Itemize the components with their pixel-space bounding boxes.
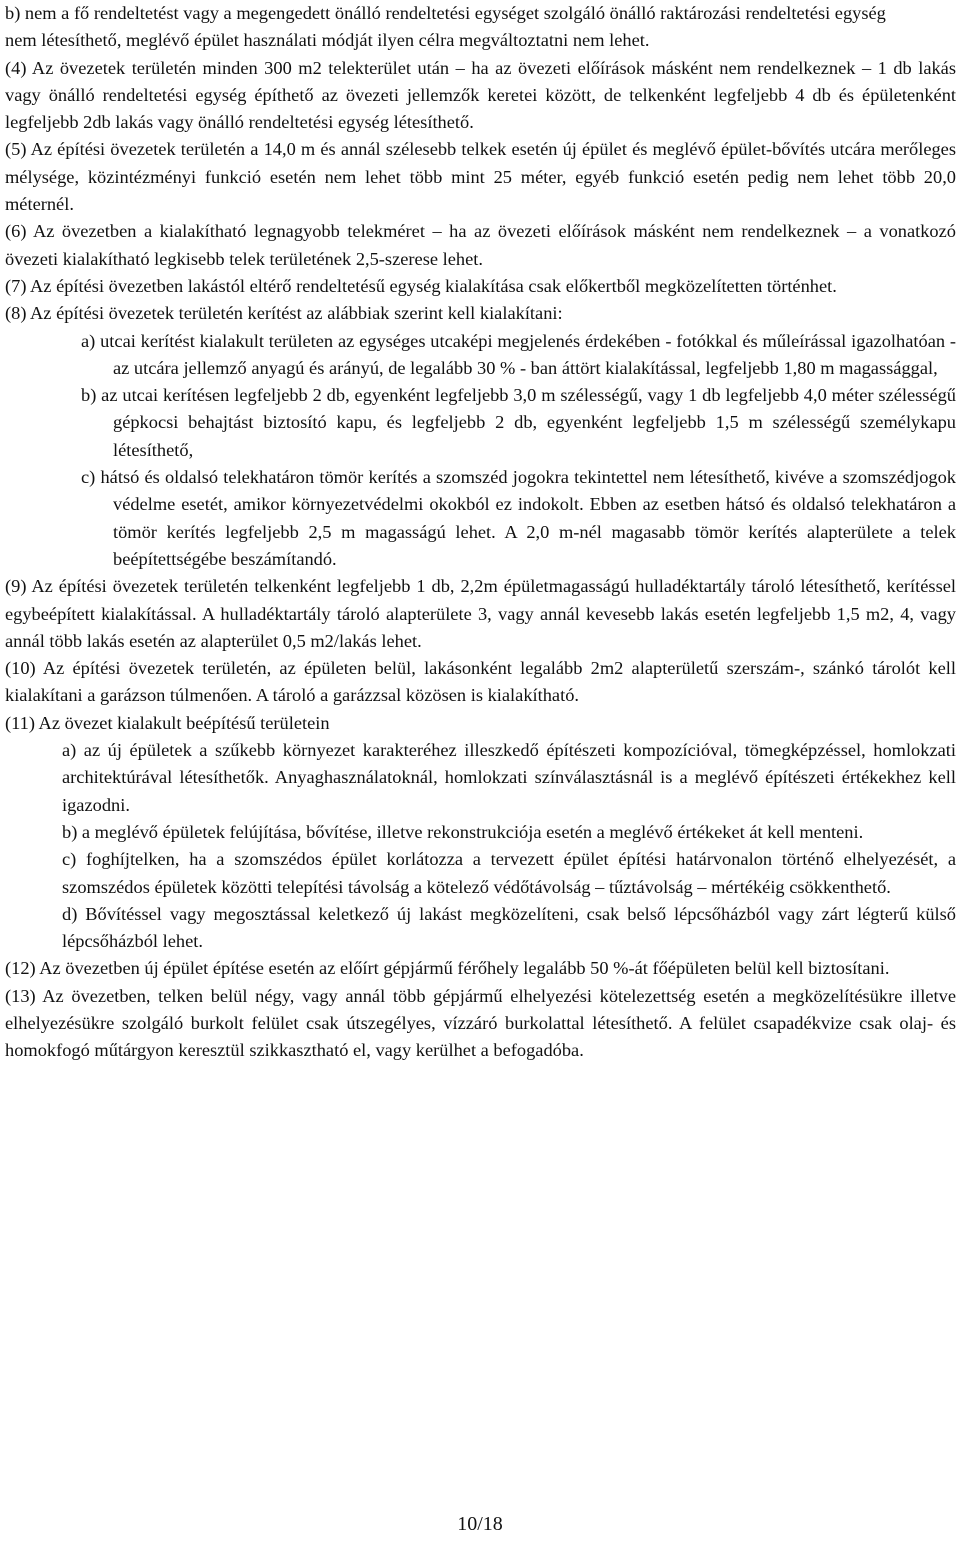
- paragraph-11-item-d: d) Bővítéssel vagy megosztással keletkező új lakást megközelíteni, csak belső lépcsőházból vagy zárt légterű külső lépcsőházból lehet.: [62, 903, 956, 952]
- paragraph-11-item-c: c) foghíjtelken, ha a szomszédos épület korlátozza a tervezett épület építési határvonalon történő elhelyezését, a szomszédos épületek közötti telepítési távolság a kötelező védőtávolság – tűztávolság – mértékéig csökkenthető.: [62, 849, 956, 897]
- paragraph-11-intro: (11) Az övezet kialakult beépítésű területein: [5, 712, 330, 733]
- paragraph-8-intro: (8) Az építési övezetek területén kerítést az alábbiak szerint kell kialakítani:: [5, 303, 563, 324]
- document-body: [5, 0, 956, 1065]
- paragraph-11-item-a: a) az új épületek a szűkebb környezet karakteréhez illeszkedő építészeti kompozícióval, tömegképzéssel, homlokzati architektúrával létesíthetők. Anyaghasználatoknál, homlokzati színválasztásnál is a meglévő építészeti értékekhez kell igazodni.: [62, 740, 956, 815]
- paragraph-13: (13) Az övezetben, telken belül négy, vagy annál több gépjármű elhelyezési kötelezettség esetén a megközelítésükre illetve elhelyezésükre szolgáló burkolt felület csak útszegélyes, vízzáró burkolattal létesíthető. A felület csapadékvize csak olaj- és homokfogó műtárgyon keresztül szikkasztható el, vagy kerülhet a befogadóba.: [5, 985, 956, 1061]
- paragraph-5: (5) Az építési övezetek területén a 14,0 m és annál szélesebb telkek esetén új épület és meglévő épület-bővítés utcára merőleges mélysége, közintézményi funkció esetén nem lehet több mint 25 méter, egyéb funkció esetén pedig nem lehet több 20,0 méternél.: [5, 139, 956, 215]
- paragraph-7: (7) Az építési övezetben lakástól eltérő rendeltetésű egység kialakítása csak előkertből megközelítetten történhet.: [5, 275, 837, 296]
- page-number: 10/18: [457, 1513, 503, 1535]
- paragraph-6: (6) Az övezetben a kialakítható legnagyobb telekméret – ha az övezeti előírások másként nem rendelkeznek – a vonatkozó övezeti kialakítható legkisebb telek területének 2,5-szerese lehet.: [5, 221, 956, 269]
- paragraph-12: (12) Az övezetben új épület építése esetén az előírt gépjármű férőhely legalább 50 %-át főépületen belül kell biztosítani.: [5, 958, 890, 979]
- paragraph-8-item-b: b) az utcai kerítésen legfeljebb 2 db, egyenként legfeljebb 3,0 m szélességű, vagy 1 db legfeljebb 4,0 méter szélességű gépkocsi behajtást biztosító kapu, és legfeljebb 2 db, egyenként legfeljebb 1,5 m szélességű személykapu létesíthető,: [81, 385, 956, 460]
- paragraph-4: (4) Az övezetek területén minden 300 m2 telekterület után – ha az övezeti előírások másként nem rendelkeznek – 1 db lakás vagy önálló rendeltetési egység építhető az övezeti jellemzők keretei között, de telkenként legfeljebb 4 db és épületenként legfeljebb 2db lakás vagy önálló rendeltetési egység létesíthető.: [5, 57, 956, 133]
- paragraph-3b-line2: nem létesíthető, meglévő épület használati módját ilyen célra megváltoztatni nem lehet.: [5, 30, 650, 51]
- paragraph-3b-line1: b) nem a fő rendeltetést vagy a megengedett önálló rendeltetési egységet szolgáló önálló raktározási rendeltetési egység: [5, 3, 886, 23]
- paragraph-9: (9) Az építési övezetek területén telkenként legfeljebb 1 db, 2,2m épületmagasságú hulladéktartály tároló létesíthető, kerítéssel egybeépített kialakítással. A hulladéktartály tároló alapterülete 3, vagy annál kevesebb lakás esetén legfeljebb 1,5 m2, 4, vagy annál több lakás esetén az alapterület 0,5 m2/lakás lehet.: [5, 576, 956, 651]
- paragraph-10: (10) Az építési övezetek területén, az épületen belül, lakásonként legalább 2m2 alapterületű szerszám-, szánkó tárolót kell kialakítani a garázson túlmenően. A tároló a garázzsal közösen is kialakítható.: [5, 658, 956, 706]
- paragraph-8-item-c: c) hátsó és oldalsó telekhatáron tömör kerítés a szomszéd jogokra tekintettel nem létesíthető, kivéve a szomszédjogok védelme esetét, amikor környezetvédelmi okokból ez indokolt. Ebben az esetben hátsó és oldalsó telekhatáron a tömör kerítés legfeljebb 2,5 m magasságú lehet. A 2,0 m-nél magasabb tömör kerítés alapterülete a telek beépítettségébe beszámítandó.: [81, 467, 956, 569]
- paragraph-8-item-a: a) utcai kerítést kialakult területen az egységes utcaképi megjelenés érdekében - fotókkal és műleírással igazolhatóan - az utcára jellemző anyagú és arányú, de legalább 30 % - ban áttört kialakítással, legfeljebb 1,80 m magassággal,: [81, 330, 956, 378]
- paragraph-11-item-b: b) a meglévő épületek felújítása, bővítése, illetve rekonstrukciója esetén a meglévő értékeket át kell menteni.: [62, 821, 864, 842]
